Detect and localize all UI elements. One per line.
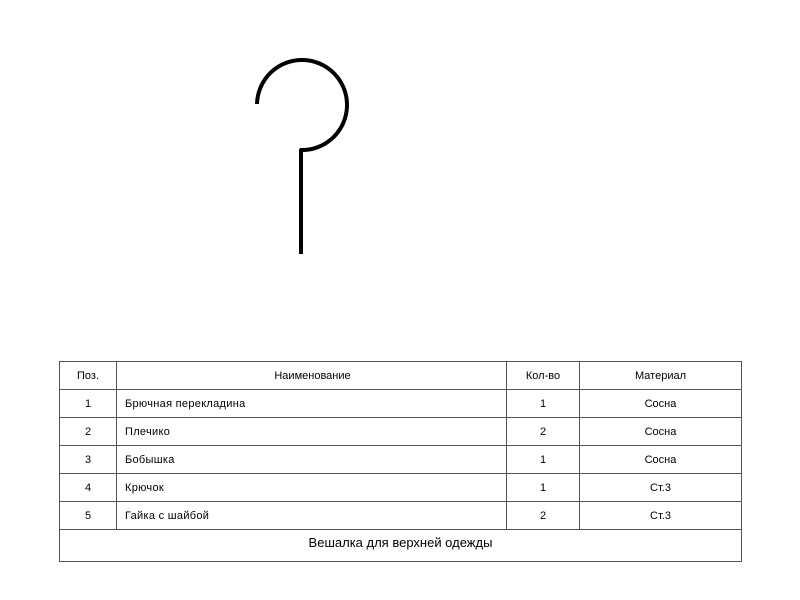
hook-curve: [257, 60, 347, 254]
specification-table: [59, 361, 742, 562]
cell-material: Ст.3: [580, 474, 742, 502]
header-pos: Поз.: [60, 362, 117, 390]
cell-material: Сосна: [580, 446, 742, 474]
cell-pos: 4: [60, 474, 117, 502]
cell-qty: 1: [507, 390, 580, 418]
cell-pos: 5: [60, 502, 117, 530]
cell-qty: 1: [507, 474, 580, 502]
cell-name: Гайка с шайбой: [117, 502, 507, 530]
cell-pos: 3: [60, 446, 117, 474]
table-header-row: [60, 362, 742, 390]
table-row: [60, 418, 742, 446]
cell-name: Крючок: [117, 474, 507, 502]
header-name: Наименование: [117, 362, 507, 390]
table-title-row: [60, 530, 742, 562]
cell-name: Бобышка: [117, 446, 507, 474]
table-row: [60, 390, 742, 418]
cell-pos: 2: [60, 418, 117, 446]
cell-name: Брючная перекладина: [117, 390, 507, 418]
cell-qty: 1: [507, 446, 580, 474]
cell-qty: 2: [507, 502, 580, 530]
header-qty: Кол-во: [507, 362, 580, 390]
table-row: [60, 502, 742, 530]
table-row: [60, 474, 742, 502]
table-row: [60, 446, 742, 474]
cell-pos: 1: [60, 390, 117, 418]
cell-material: Сосна: [580, 418, 742, 446]
cell-name: Плечико: [117, 418, 507, 446]
table-title: Вешалка для верхней одежды: [60, 530, 742, 562]
cell-qty: 2: [507, 418, 580, 446]
header-material: Материал: [580, 362, 742, 390]
cell-material: Сосна: [580, 390, 742, 418]
cell-material: Ст.3: [580, 502, 742, 530]
